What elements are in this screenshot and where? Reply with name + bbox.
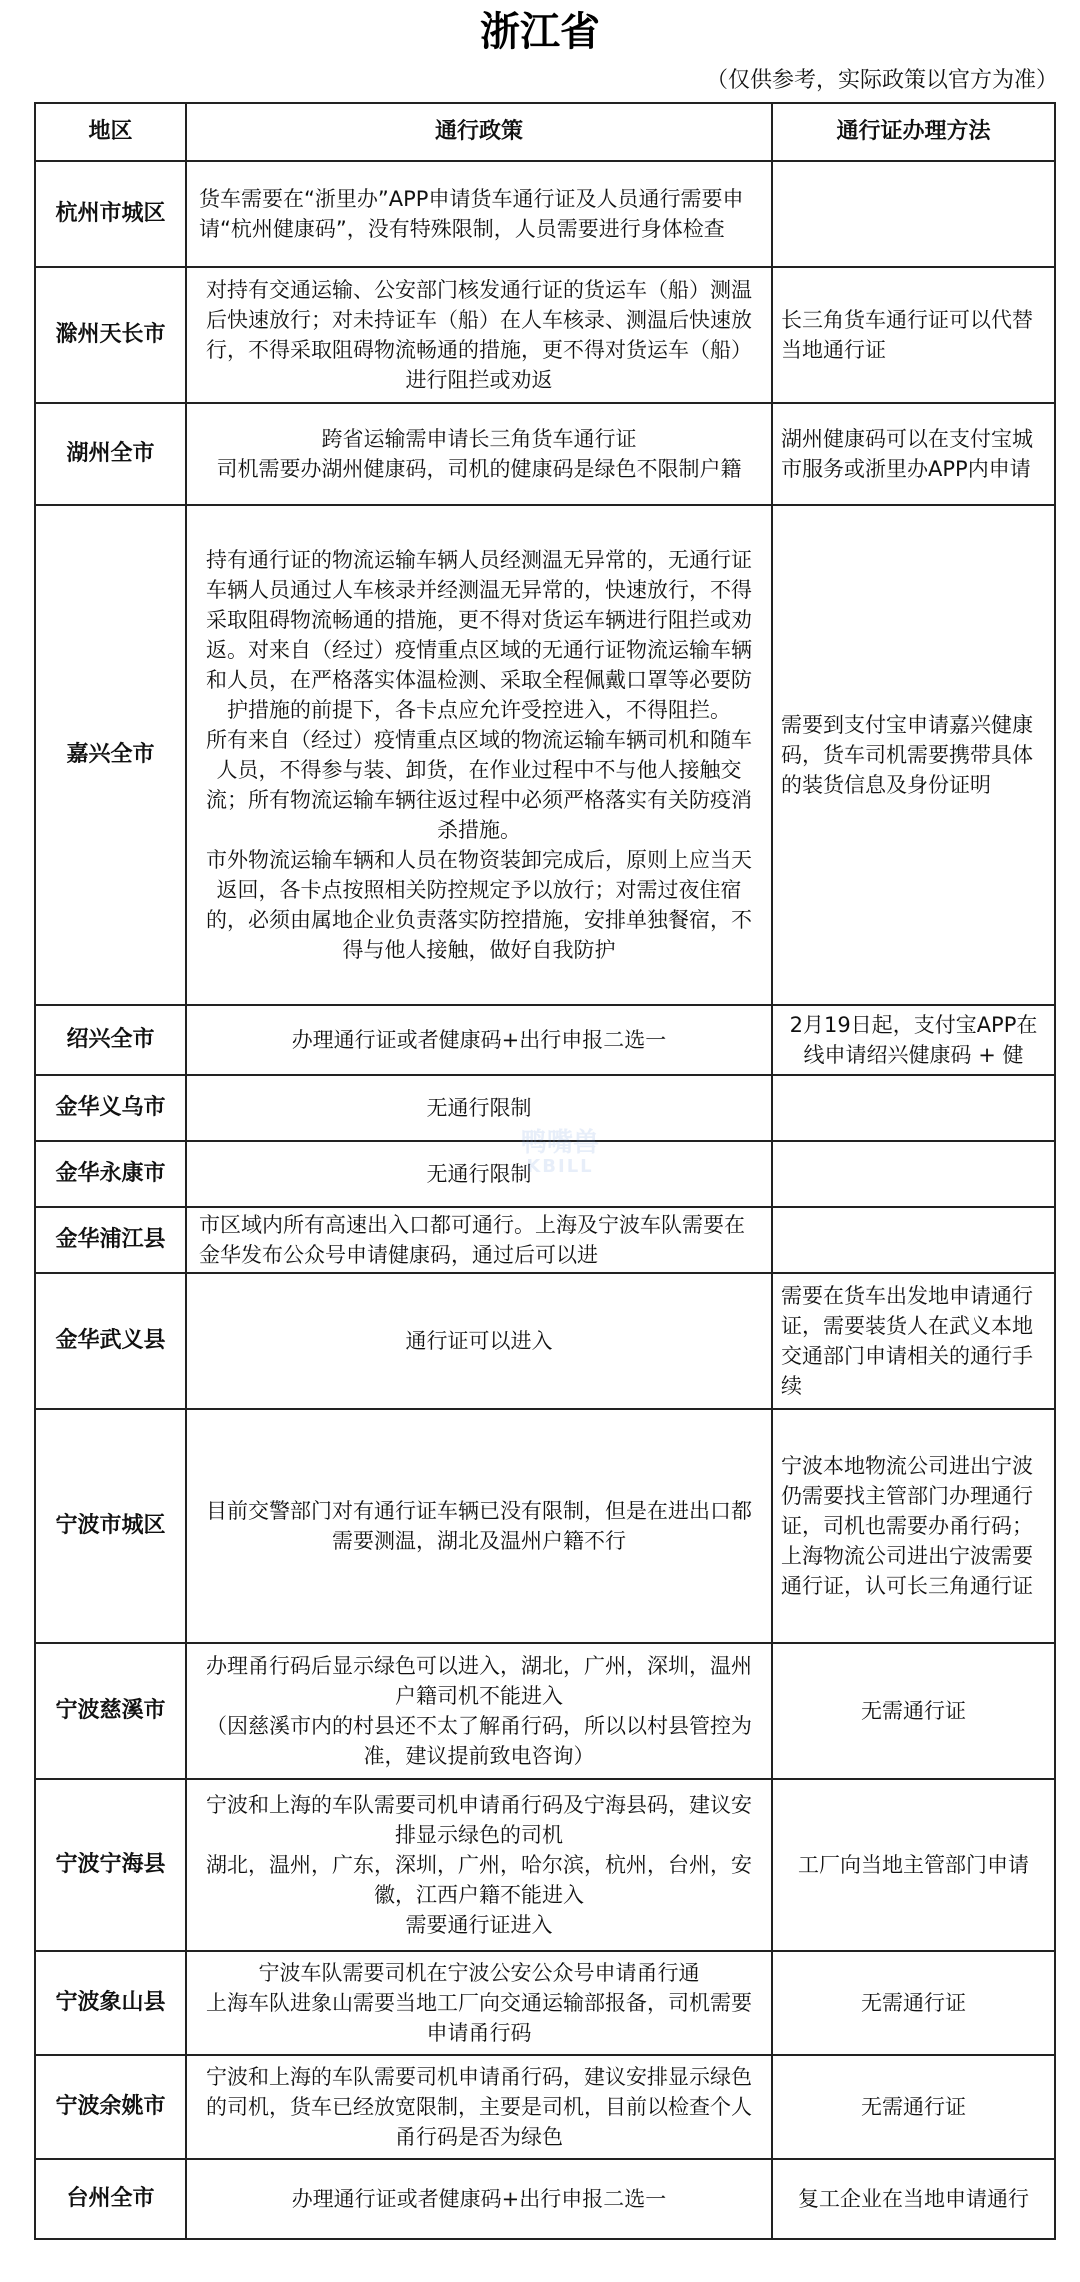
table-row	[35, 1075, 1055, 1141]
policy-cell: 办理通行证或者健康码+出行申报二选一	[186, 2159, 772, 2239]
header-region: 地区	[35, 103, 186, 161]
method-cell: 湖州健康码可以在支付宝城市服务或浙里办APP内申请	[772, 403, 1055, 505]
region-cell: 金华义乌市	[35, 1075, 186, 1141]
method-cell	[772, 1207, 1055, 1273]
method-cell: 2月19日起，支付宝APP在线申请绍兴健康码 + 健	[772, 1005, 1055, 1075]
table-row	[35, 1951, 1055, 2055]
region-cell: 宁波象山县	[35, 1951, 186, 2055]
region-cell: 宁波慈溪市	[35, 1643, 186, 1779]
disclaimer-note: （仅供参考，实际政策以官方为准）	[705, 68, 1058, 93]
region-cell: 绍兴全市	[35, 1005, 186, 1075]
policy-cell: 目前交警部门对有通行证车辆已没有限制，但是在进出口都需要测温，湖北及温州户籍不行	[186, 1409, 772, 1643]
region-cell: 宁波宁海县	[35, 1779, 186, 1951]
method-cell: 无需通行证	[772, 1951, 1055, 2055]
policy-table	[34, 102, 1056, 2240]
region-cell: 台州全市	[35, 2159, 186, 2239]
policy-cell: 通行证可以进入	[186, 1273, 772, 1409]
policy-cell: 无通行限制	[186, 1075, 772, 1141]
method-cell: 需要在货车出发地申请通行证，需要装货人在武义本地交通部门申请相关的通行手续	[772, 1273, 1055, 1409]
header-method: 通行证办理方法	[772, 103, 1055, 161]
region-cell: 杭州市城区	[35, 161, 186, 267]
method-cell: 无需通行证	[772, 1643, 1055, 1779]
table-row	[35, 1207, 1055, 1273]
table-row	[35, 161, 1055, 267]
method-cell: 无需通行证	[772, 2055, 1055, 2159]
table-row	[35, 2159, 1055, 2239]
policy-cell: 货车需要在“浙里办”APP申请货车通行证及人员通行需要申请“杭州健康码”，没有特殊限制，人员需要进行身体检查	[186, 161, 772, 267]
policy-cell: 市区域内所有高速出入口都可通行。上海及宁波车队需要在金华发布公众号申请健康码，通过后可以进	[186, 1207, 772, 1273]
policy-cell: 持有通行证的物流运输车辆人员经测温无异常的，无通行证车辆人员通过人车核录并经测温无异常的，快速放行，不得采取阻碍物流畅通的措施，更不得对货运车辆进行阻拦或劝返。对来自（经过）疫情重点区域的无通行证物流运输车辆和人员，在严格落实体温检测、采取全程佩戴口罩等必要防护措施的前提下，各卡点应允许受控进入，不得阻拦。 所有来自（经过）疫情重点区域的物流运输车辆司机和随车人员，不得参与装、卸货，在作业过程中不与他人接触交流；所有物流运输车辆往返过程中必须严格落实有关防疫消杀措施。 市外物流运输车辆和人员在物资装卸完成后，原则上应当天返回，各卡点按照相关防控规定予以放行；对需过夜住宿的，必须由属地企业负责落实防控措施，安排单独餐宿，不得与他人接触，做好自我防护	[186, 505, 772, 1005]
method-cell	[772, 1141, 1055, 1207]
region-cell: 宁波余姚市	[35, 2055, 186, 2159]
region-cell: 滁州天长市	[35, 267, 186, 403]
page-title: 浙江省	[480, 9, 600, 55]
region-cell: 宁波市城区	[35, 1409, 186, 1643]
method-cell: 复工企业在当地申请通行	[772, 2159, 1055, 2239]
table-row	[35, 1141, 1055, 1207]
region-cell: 嘉兴全市	[35, 505, 186, 1005]
policy-cell: 办理通行证或者健康码+出行申报二选一	[186, 1005, 772, 1075]
table-row	[35, 1273, 1055, 1409]
method-cell: 需要到支付宝申请嘉兴健康码，货车司机需要携带具体的装货信息及身份证明	[772, 505, 1055, 1005]
table-row	[35, 1409, 1055, 1643]
policy-cell: 对持有交通运输、公安部门核发通行证的货运车（船）测温后快速放行；对未持证车（船）在人车核录、测温后快速放行，不得采取阻碍物流畅通的措施，更不得对货运车（船）进行阻拦或劝返	[186, 267, 772, 403]
table-row	[35, 505, 1055, 1005]
method-cell: 长三角货车通行证可以代替当地通行证	[772, 267, 1055, 403]
region-cell: 金华浦江县	[35, 1207, 186, 1273]
table-row	[35, 1643, 1055, 1779]
policy-cell: 办理甬行码后显示绿色可以进入，湖北，广州，深圳，温州户籍司机不能进入 （因慈溪市内的村县还不太了解甬行码，所以以村县管控为准，建议提前致电咨询）	[186, 1643, 772, 1779]
policy-cell: 宁波和上海的车队需要司机申请甬行码，建议安排显示绿色的司机，货车已经放宽限制，主要是司机，目前以检查个人甬行码是否为绿色	[186, 2055, 772, 2159]
table-row	[35, 1779, 1055, 1951]
policy-cell: 宁波车队需要司机在宁波公安公众号申请甬行通 上海车队进象山需要当地工厂向交通运输部报备，司机需要申请甬行码	[186, 1951, 772, 2055]
method-cell	[772, 1075, 1055, 1141]
region-cell: 金华武义县	[35, 1273, 186, 1409]
header-policy: 通行政策	[186, 103, 772, 161]
region-cell: 金华永康市	[35, 1141, 186, 1207]
table-row	[35, 267, 1055, 403]
policy-cell: 无通行限制	[186, 1141, 772, 1207]
watermark-text: 鸭嘴兽	[520, 1128, 599, 1158]
table-row	[35, 1005, 1055, 1075]
policy-cell: 宁波和上海的车队需要司机申请甬行码及宁海县码，建议安排显示绿色的司机 湖北，温州，广东，深圳，广州，哈尔滨，杭州，台州，安徽，江西户籍不能进入 需要通行证进入	[186, 1779, 772, 1951]
table-row	[35, 403, 1055, 505]
method-cell	[772, 161, 1055, 267]
method-cell: 宁波本地物流公司进出宁波仍需要找主管部门办理通行证，司机也需要办甬行码； 上海物流公司进出宁波需要通行证，认可长三角通行证	[772, 1409, 1055, 1643]
table-row	[35, 2055, 1055, 2159]
region-cell: 湖州全市	[35, 403, 186, 505]
table-header-row	[35, 103, 1055, 161]
watermark-subtext: KBILL	[526, 1156, 594, 1177]
policy-cell: 跨省运输需申请长三角货车通行证 司机需要办湖州健康码，司机的健康码是绿色不限制户籍	[186, 403, 772, 505]
method-cell: 工厂向当地主管部门申请	[772, 1779, 1055, 1951]
